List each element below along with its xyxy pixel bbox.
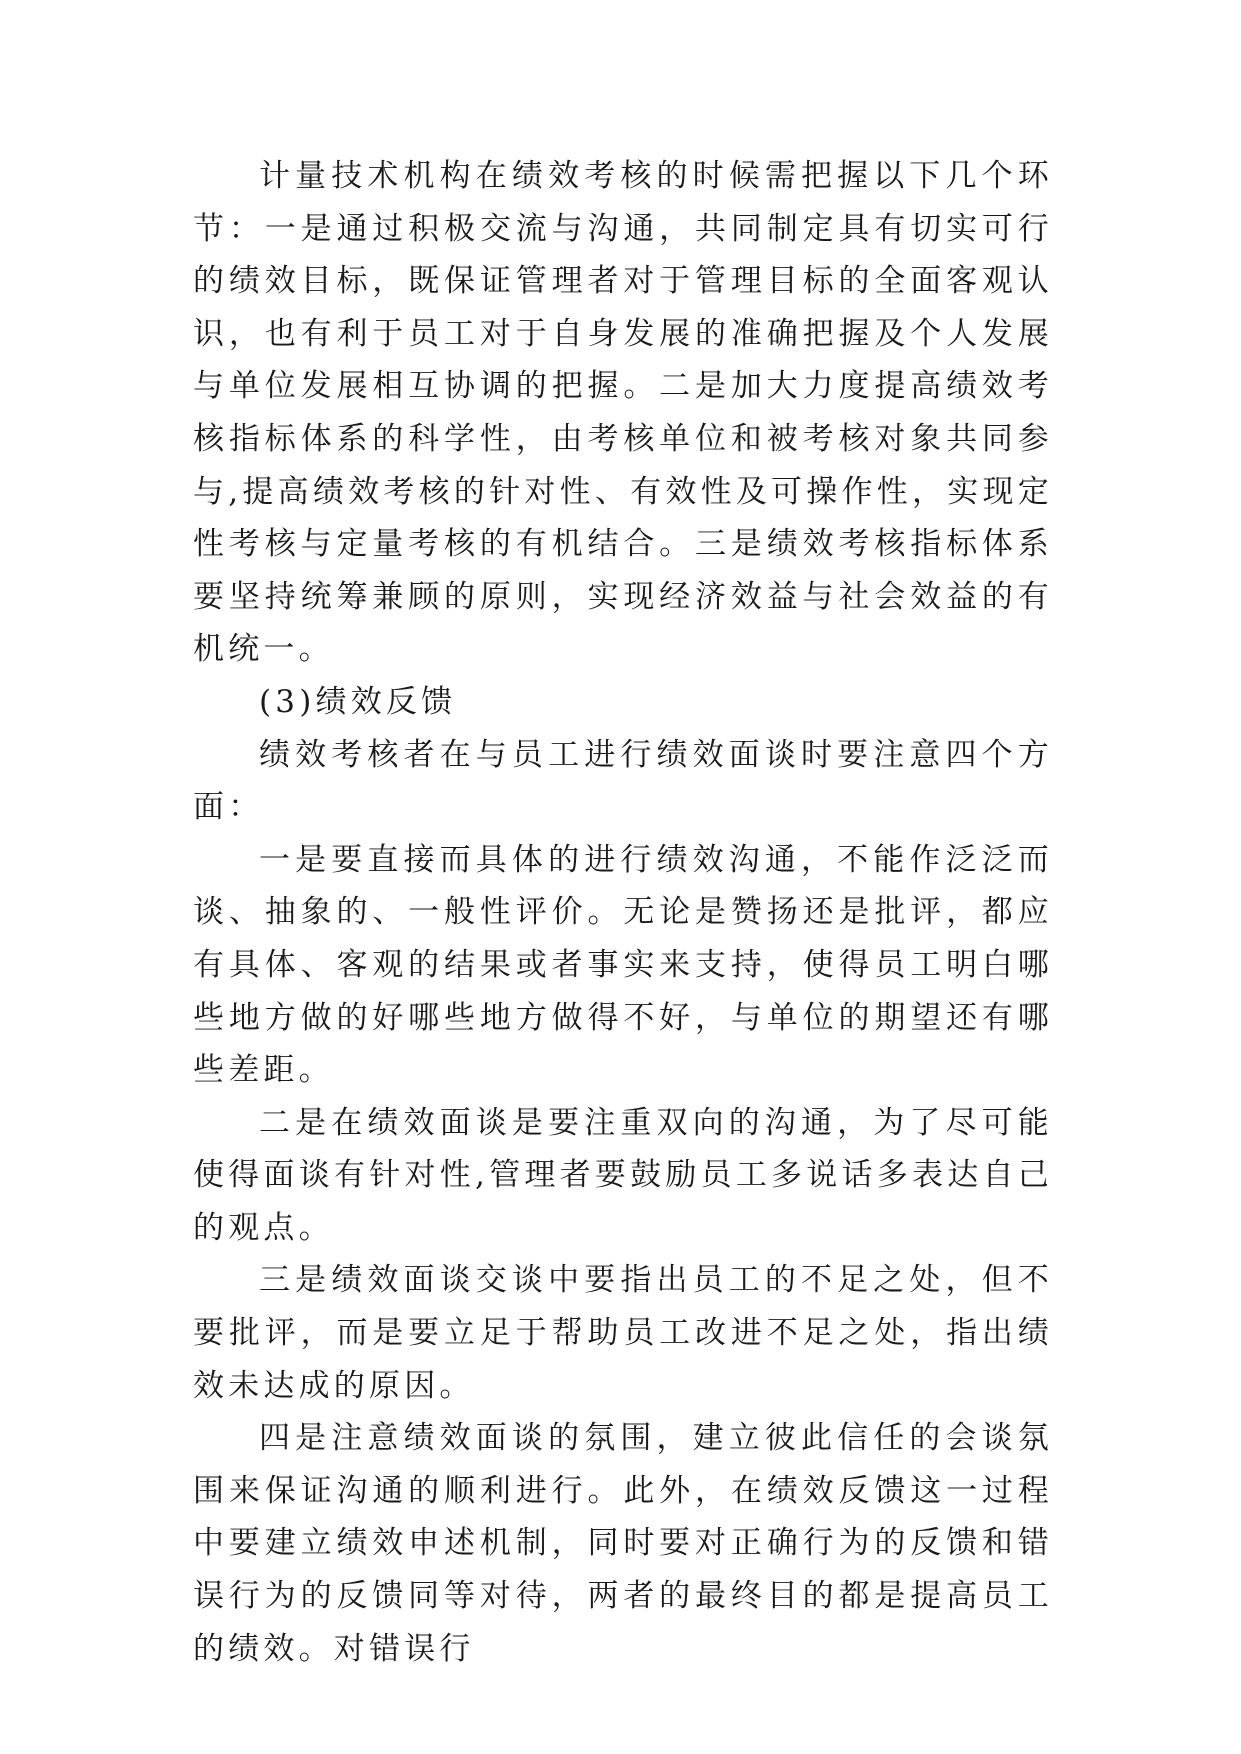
paragraph-interview-intro: 绩效考核者在与员工进行绩效面谈时要注意四个方面： — [193, 736, 1053, 826]
section-heading-performance-feedback: (3)绩效反馈 — [259, 683, 457, 720]
paragraph-point-one: 一是要直接而具体的进行绩效沟通，不能作泛泛而谈、抽象的、一般性评价。无论是赞扬还是批评，都应有具体、客观的结果或者事实来支持，使得员工明白哪些地方做的好哪些地方做得不好，与单位的期望还有哪些差距。 — [193, 841, 1053, 1089]
paragraph-point-two: 二是在绩效面谈是要注重双向的沟通，为了尽可能使得面谈有针对性,管理者要鼓励员工多说话多表达自己的观点。 — [193, 1104, 1053, 1246]
document-body — [193, 150, 1053, 1675]
paragraph-point-four: 四是注意绩效面谈的氛围，建立彼此信任的会谈氛围来保证沟通的顺利进行。此外，在绩效反馈这一过程中要建立绩效申述机制，同时要对正确行为的反馈和错误行为的反馈同等对待，两者的最终目的都是提高员工的绩效。对错误行 — [193, 1420, 1053, 1667]
paragraph-evaluation-steps: 计量技术机构在绩效考核的时候需把握以下几个环节：一是通过积极交流与沟通，共同制定具有切实可行的绩效目标，既保证管理者对于管理目标的全面客观认识，也有利于员工对于自身发展的准确把握及个人发展与单位发展相互协调的把握。二是加大力度提高绩效考核指标体系的科学性，由考核单位和被考核对象共同参与,提高绩效考核的针对性、有效性及可操作性，实现定性考核与定量考核的有机结合。三是绩效考核指标体系要坚持统筹兼顾的原则，实现经济效益与社会效益的有机统一。 — [193, 158, 1053, 668]
paragraph-point-three: 三是绩效面谈交谈中要指出员工的不足之处，但不要批评，而是要立足于帮助员工改进不足之处，指出绩效未达成的原因。 — [193, 1262, 1053, 1404]
